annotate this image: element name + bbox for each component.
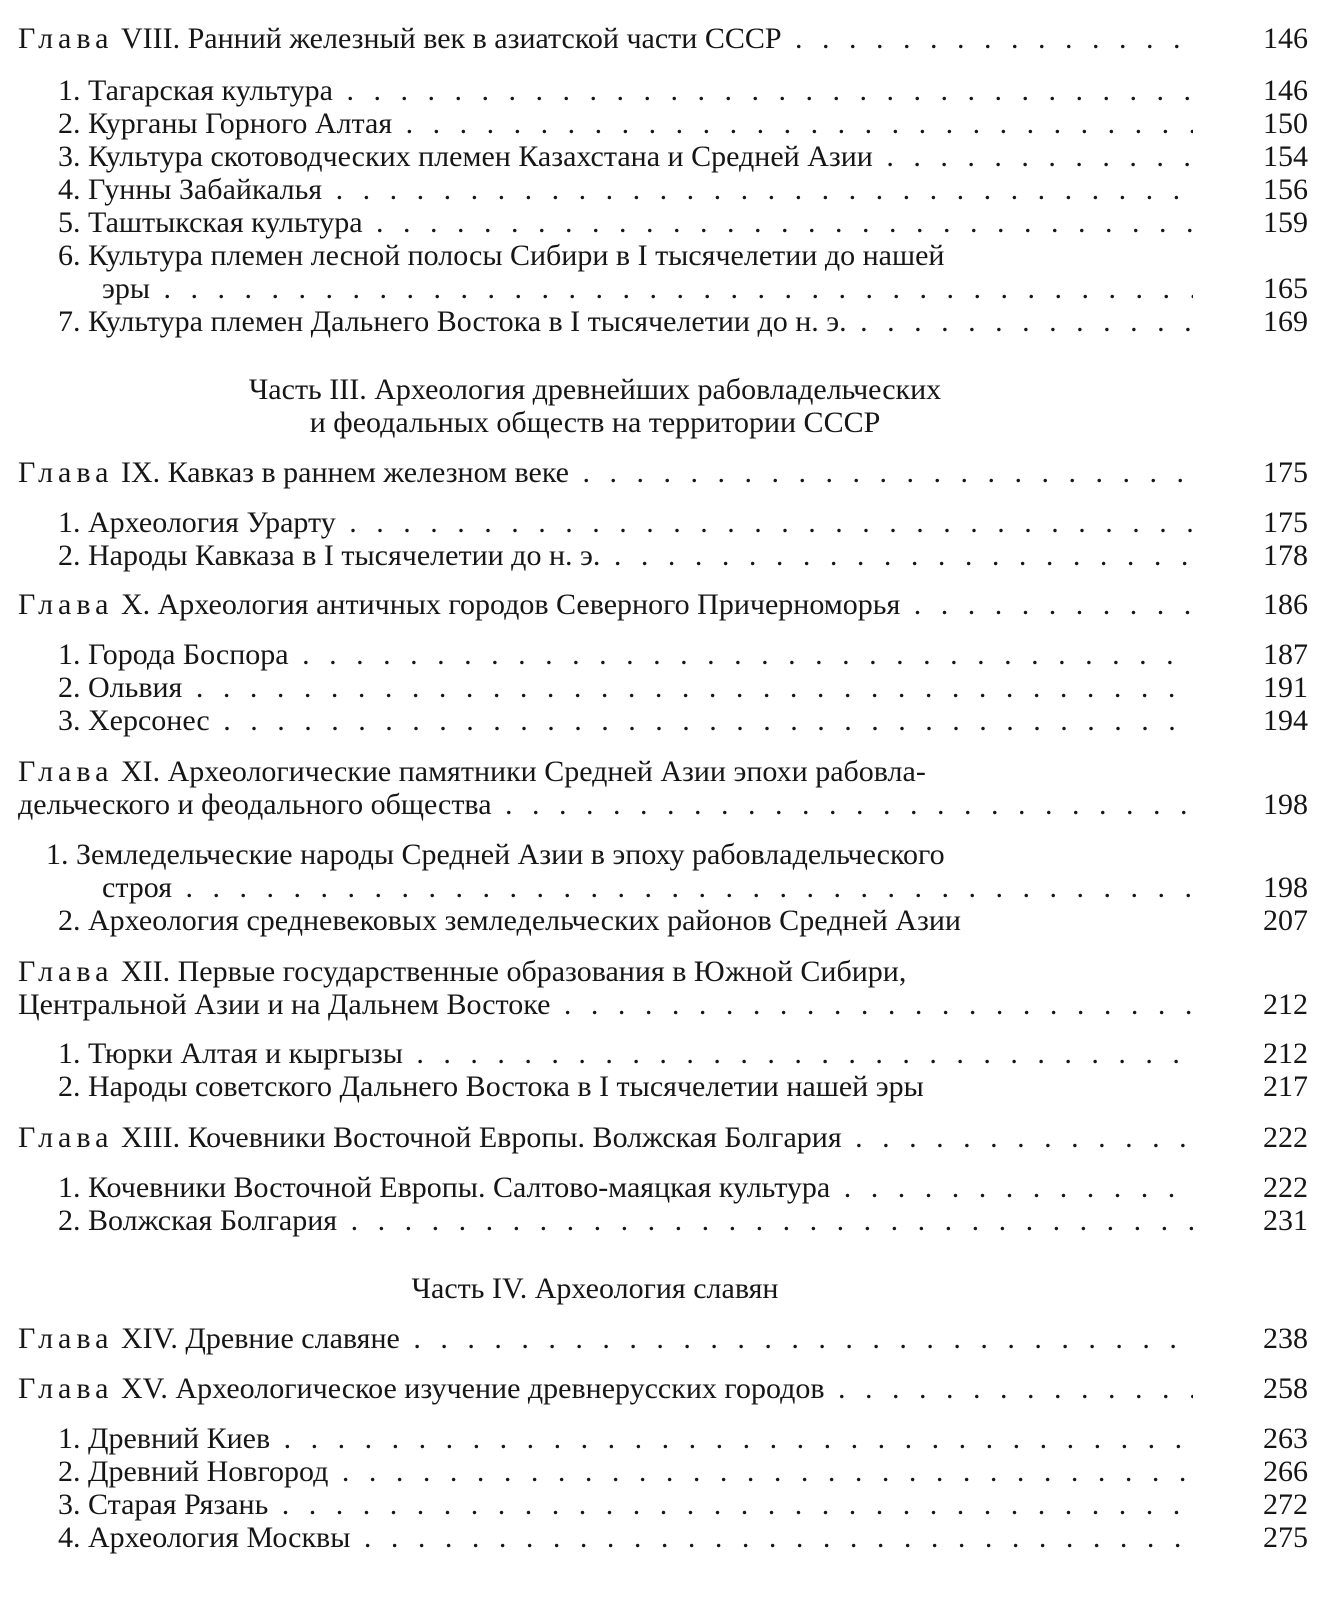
chapter-prefix: Глава xyxy=(18,1121,114,1154)
page-number: 198 xyxy=(1263,788,1308,821)
part-heading: Часть IV. Археология славян xyxy=(411,1272,779,1305)
page-number: 191 xyxy=(1263,671,1308,704)
chapter-title: XIV. Древние славяне xyxy=(120,1322,400,1355)
chapter-title-continuation: дельческого и феодального общества . . . xyxy=(18,788,1193,822)
entry-title-continuation: строя . . . xyxy=(102,871,1193,905)
chapter-prefix: Глава xyxy=(18,588,114,621)
entry-title: 4. Гунны Забайкалья . . . xyxy=(58,173,1193,207)
toc-entry-continuation xyxy=(18,788,1308,822)
entry-title: 1. Кочевники Восточной Европы. Салтово-маяцкая культура . . . xyxy=(58,1171,1193,1205)
page-number: 217 xyxy=(1263,1070,1308,1103)
chapter-prefix: Глава xyxy=(18,22,114,55)
chapter-prefix: Глава xyxy=(18,456,114,489)
page-number: 263 xyxy=(1263,1422,1308,1455)
toc-entry xyxy=(18,206,1308,240)
page-number: 222 xyxy=(1263,1121,1308,1154)
entry-title: 1. Города Боспора . . . xyxy=(58,638,1193,672)
entry-title: 1. Археология Урарту . . . xyxy=(58,506,1193,540)
toc-entry-chapter-13 xyxy=(18,1121,1308,1155)
toc-entry xyxy=(18,506,1308,540)
toc-entry-chapter-11 xyxy=(18,755,1308,789)
chapter-prefix: Глава xyxy=(18,755,114,788)
toc-entry xyxy=(18,173,1308,207)
toc-entry-chapter-10 xyxy=(18,588,1308,622)
toc-entry-chapter-8 xyxy=(18,22,1308,56)
entry-title: 2. Народы Кавказа в I тысячелетии до н. э. . . . xyxy=(58,539,1193,573)
toc-entry xyxy=(18,74,1308,108)
entry-title: 3. Старая Рязань . . . xyxy=(58,1488,1193,1522)
chapter-title: XI. Археологические памятники Средней Азии эпохи рабовла- xyxy=(120,755,926,788)
toc-entry xyxy=(18,1171,1308,1205)
toc-entry xyxy=(18,1204,1308,1238)
page-number: 169 xyxy=(1263,305,1308,338)
chapter-title: VIII. Ранний железный век в азиатской части СССР xyxy=(120,22,782,55)
entry-title: 1. Тюрки Алтая и кыргызы . . . xyxy=(58,1037,1193,1071)
part-heading-line-2: и феодальных обществ на территории СССР xyxy=(309,406,881,439)
chapter-title-continuation: Центральной Азии и на Дальнем Востоке . . . xyxy=(18,988,1193,1022)
toc-entry xyxy=(18,539,1308,573)
page-number: 266 xyxy=(1263,1455,1308,1488)
toc-entry-chapter-9 xyxy=(18,456,1308,490)
page-number: 258 xyxy=(1263,1372,1308,1405)
toc-entry xyxy=(18,140,1308,174)
chapter-title: X. Археология античных городов Северного Причерноморья xyxy=(120,588,901,621)
toc-entry xyxy=(18,704,1308,738)
entry-title: 1. Древний Киев . . . xyxy=(58,1422,1193,1456)
chapter-title: XIII. Кочевники Восточной Европы. Волжская Болгария xyxy=(120,1121,842,1154)
entry-title: 2. Ольвия . . . xyxy=(58,671,1193,705)
page-number: 175 xyxy=(1263,456,1308,489)
toc-entry xyxy=(18,1521,1308,1555)
page-number: 154 xyxy=(1263,140,1308,173)
toc-entry xyxy=(18,107,1308,141)
page-number: 212 xyxy=(1263,1037,1308,1070)
page-number: 178 xyxy=(1263,539,1308,572)
toc-entry xyxy=(18,1037,1308,1071)
page-number: 165 xyxy=(1263,272,1308,305)
toc-entry xyxy=(18,1455,1308,1489)
page-number: 198 xyxy=(1263,871,1308,904)
toc-entry xyxy=(18,904,1308,938)
chapter-prefix: Глава xyxy=(18,955,114,988)
entry-title: 2. Археология средневековых земледельческих районов Средней Азии xyxy=(58,904,961,937)
page-number: 187 xyxy=(1263,638,1308,671)
toc-entry xyxy=(18,838,1308,872)
entry-title: 6. Культура племен лесной полосы Сибири в I тысячелетии до нашей xyxy=(58,239,945,272)
page-number: 272 xyxy=(1263,1488,1308,1521)
toc-entry-chapter-14 xyxy=(18,1322,1308,1356)
entry-title: 3. Культура скотоводческих племен Казахстана и Средней Азии . . . xyxy=(58,140,1193,174)
page-number: 156 xyxy=(1263,173,1308,206)
toc-entry xyxy=(18,239,1308,273)
entry-title: 3. Херсонес . . . xyxy=(58,704,1193,738)
entry-title: 1. Земледельческие народы Средней Азии в эпоху рабовладельческого xyxy=(46,838,945,871)
page-number: 207 xyxy=(1263,904,1308,937)
chapter-title: XII. Первые государственные образования в Южной Сибири, xyxy=(120,955,907,988)
toc-entry xyxy=(18,305,1308,339)
toc-entry xyxy=(18,671,1308,705)
toc-entry-continuation xyxy=(18,272,1308,306)
entry-title: 5. Таштыкская культура . . . xyxy=(58,206,1193,240)
entry-title-continuation: эры . . . xyxy=(102,272,1193,306)
entry-title: 2. Волжская Болгария . . . xyxy=(58,1204,1193,1238)
toc-entry xyxy=(18,638,1308,672)
toc-entry-continuation xyxy=(18,988,1308,1022)
toc-entry xyxy=(18,1070,1308,1104)
entry-title: 2. Курганы Горного Алтая . . . xyxy=(58,107,1193,141)
page-number: 146 xyxy=(1263,74,1308,107)
page-number: 146 xyxy=(1263,22,1308,55)
page-number: 194 xyxy=(1263,704,1308,737)
entry-title: 4. Археология Москвы . . . xyxy=(58,1521,1193,1555)
part-heading-line-1: Часть III. Археология древнейших рабовладельческих xyxy=(248,373,942,406)
toc-entry-chapter-12 xyxy=(18,955,1308,989)
toc-entry-chapter-15 xyxy=(18,1372,1308,1406)
entry-title: 2. Народы советского Дальнего Востока в I тысячелетии нашей эры xyxy=(58,1070,924,1103)
chapter-prefix: Глава xyxy=(18,1372,114,1405)
chapter-prefix: Глава xyxy=(18,1322,114,1355)
page-number: 186 xyxy=(1263,588,1308,621)
page-number: 175 xyxy=(1263,506,1308,539)
chapter-title: XV. Археологическое изучение древнерусских городов xyxy=(120,1372,825,1405)
page-number: 212 xyxy=(1263,988,1308,1021)
page-number: 150 xyxy=(1263,107,1308,140)
entry-title: 7. Культура племен Дальнего Востока в I тысячелетии до н. э. . . . xyxy=(58,305,1193,339)
page-number: 275 xyxy=(1263,1521,1308,1554)
toc-entry-continuation xyxy=(18,871,1308,905)
entry-title: 2. Древний Новгород . . . xyxy=(58,1455,1193,1489)
page-number: 222 xyxy=(1263,1171,1308,1204)
toc-entry xyxy=(18,1488,1308,1522)
toc-entry xyxy=(18,1422,1308,1456)
page-number: 238 xyxy=(1263,1322,1308,1355)
chapter-title: IX. Кавказ в раннем железном веке xyxy=(120,456,569,489)
entry-title: 1. Тагарская культура . . . xyxy=(58,74,1193,108)
page-number: 231 xyxy=(1263,1204,1308,1237)
page-number: 159 xyxy=(1263,206,1308,239)
